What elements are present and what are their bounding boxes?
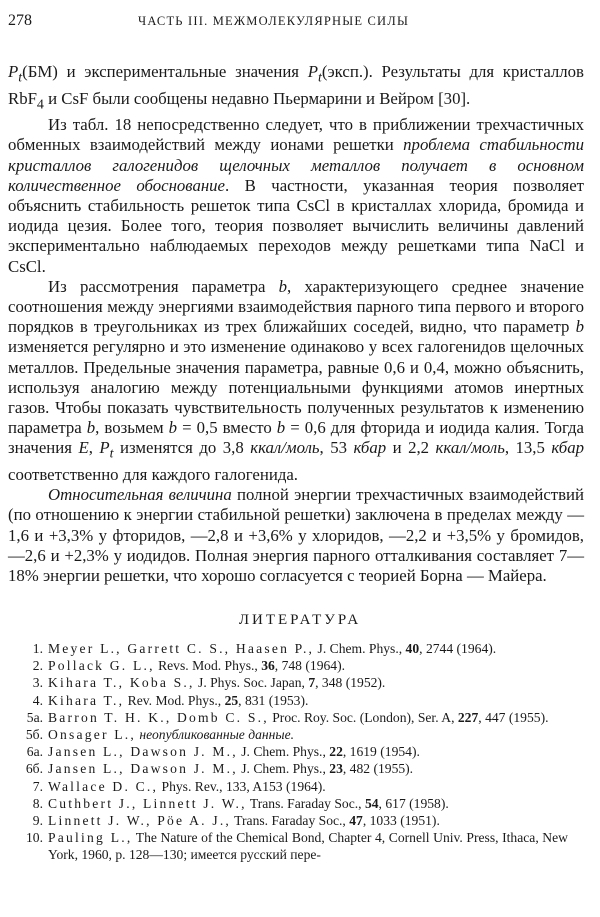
reference-item: 6а. Jansen L., Dawson J. M., J. Chem. Phys., 22, 1619 (1954). [26, 744, 420, 760]
reference-item: 9. Linnett J. W., Pöe A. J., Trans. Faraday Soc., 47, 1033 (1951). [32, 813, 440, 829]
reference-list [8, 640, 568, 864]
paragraph-3: Из рассмотрения параметра b, характеризующего среднее значение соотношения между энергиями взаимодействия парного типа первого и второго порядков в треугольниках из трех ближайших соседей, видно, что параметр b изменяется регулярно и это изменение одинаково у всех галогенидов щелочных металлов. Предельные значения параметра, равные 0,6 и 0,4, можно объяснить, используя аналогию между потенциальными функциями атомов инертных газов. Чтобы показать чувствительность полученных результатов к изменению параметра b, возьмем b = 0,5 вместо b = 0,6 для фторида и иодида калия. Тогда значения E, $P_t$ изменятся до 3,8 ккал/моль, 53 кбар и 2,2 ккал/моль, 13,5 кбар соответственно для каждого галогенида. [8, 276, 585, 484]
page-number: 278 [8, 12, 32, 29]
reference-item: 2. Pollack G. L., Revs. Mod. Phys., 36, 748 (1964). [32, 658, 346, 674]
paragraph-1: $P_t(БМ)$ и экспериментальные значения $P_t(эксп.)$. Результаты для кристаллов RbF$_4$ и CsF были сообщены недавно Пьермарини и Вейром [30]. [8, 62, 584, 112]
references-heading: ЛИТЕРАТУРА [238, 612, 362, 628]
paragraph-2: Из табл. 18 непосредственно следует, что в приближении трехчастичных обменных взаимодействий между ионами решетки проблема стабильности кристаллов галогенидов щелочных металлов получает в основном количественное обоснование. В частности, указанная теория позволяет объяснить стабильность решеток типа CsCl в кристаллах хлорида, бромида и иодида цезия. Более того, теория позволяет вычислить величины давлений экспериментально наблюдаемых переходов между решетками типа NaCl и CsCl. [8, 115, 585, 276]
reference-item: 4. Kihara T., Rev. Mod. Phys., 25, 831 (1953). [32, 692, 309, 708]
reference-item: 6б. Jansen L., Dawson J. M., J. Chem. Phys., 23, 482 (1955). [25, 761, 414, 777]
page-header [8, 12, 584, 36]
reference-item: 8. Cuthbert J., Linnett J. W., Trans. Faraday Soc., 54, 617 (1958). [32, 795, 449, 811]
paragraph-4: Относительная величина полной энергии трехчастичных взаимодействий (по отношению к энергии стабильной решетки) заключена в пределах между —1,6 и +3,3% у фторидов, —2,8 и +3,6% у хлоридов, —2,2 и +3,5% у бромидов, —2,6 и +2,3% у иодидов. Полная энергия парного отталкивания составляет 7—18% энергии решетки, что хорошо согласуется с теорией Борна — Майера. [8, 485, 584, 585]
reference-item: 5б. Onsager L., неопубликованные данные. [25, 727, 295, 743]
reference-item: 7. Wallace D. C., Phys. Rev., 133, A153 (1964). [32, 778, 326, 794]
reference-item: 1. Meyer L., Garrett C. S., Haasen P., J. Chem. Phys., 40, 2744 (1964). [32, 641, 497, 656]
running-title: ЧАСТЬ III. МЕЖМОЛЕКУЛЯРНЫЕ СИЛЫ [138, 14, 410, 28]
reference-item: 3. Kihara T., Koba S., J. Phys. Soc. Japan, 7, 348 (1952). [32, 675, 386, 691]
reference-item: 10. Pauling L., The Nature of the Chemical Bond, Chapter 4, Cornell Univ. Press, Ithaca, New York, 1960, p. 128—130; имеется русский пере- [26, 830, 568, 863]
reference-item: 5а. Barron T. H. K., Domb C. S., Proc. Roy. Soc. (London), Ser. A, 227, 447 (1955). [26, 709, 549, 725]
main-text [8, 62, 584, 586]
